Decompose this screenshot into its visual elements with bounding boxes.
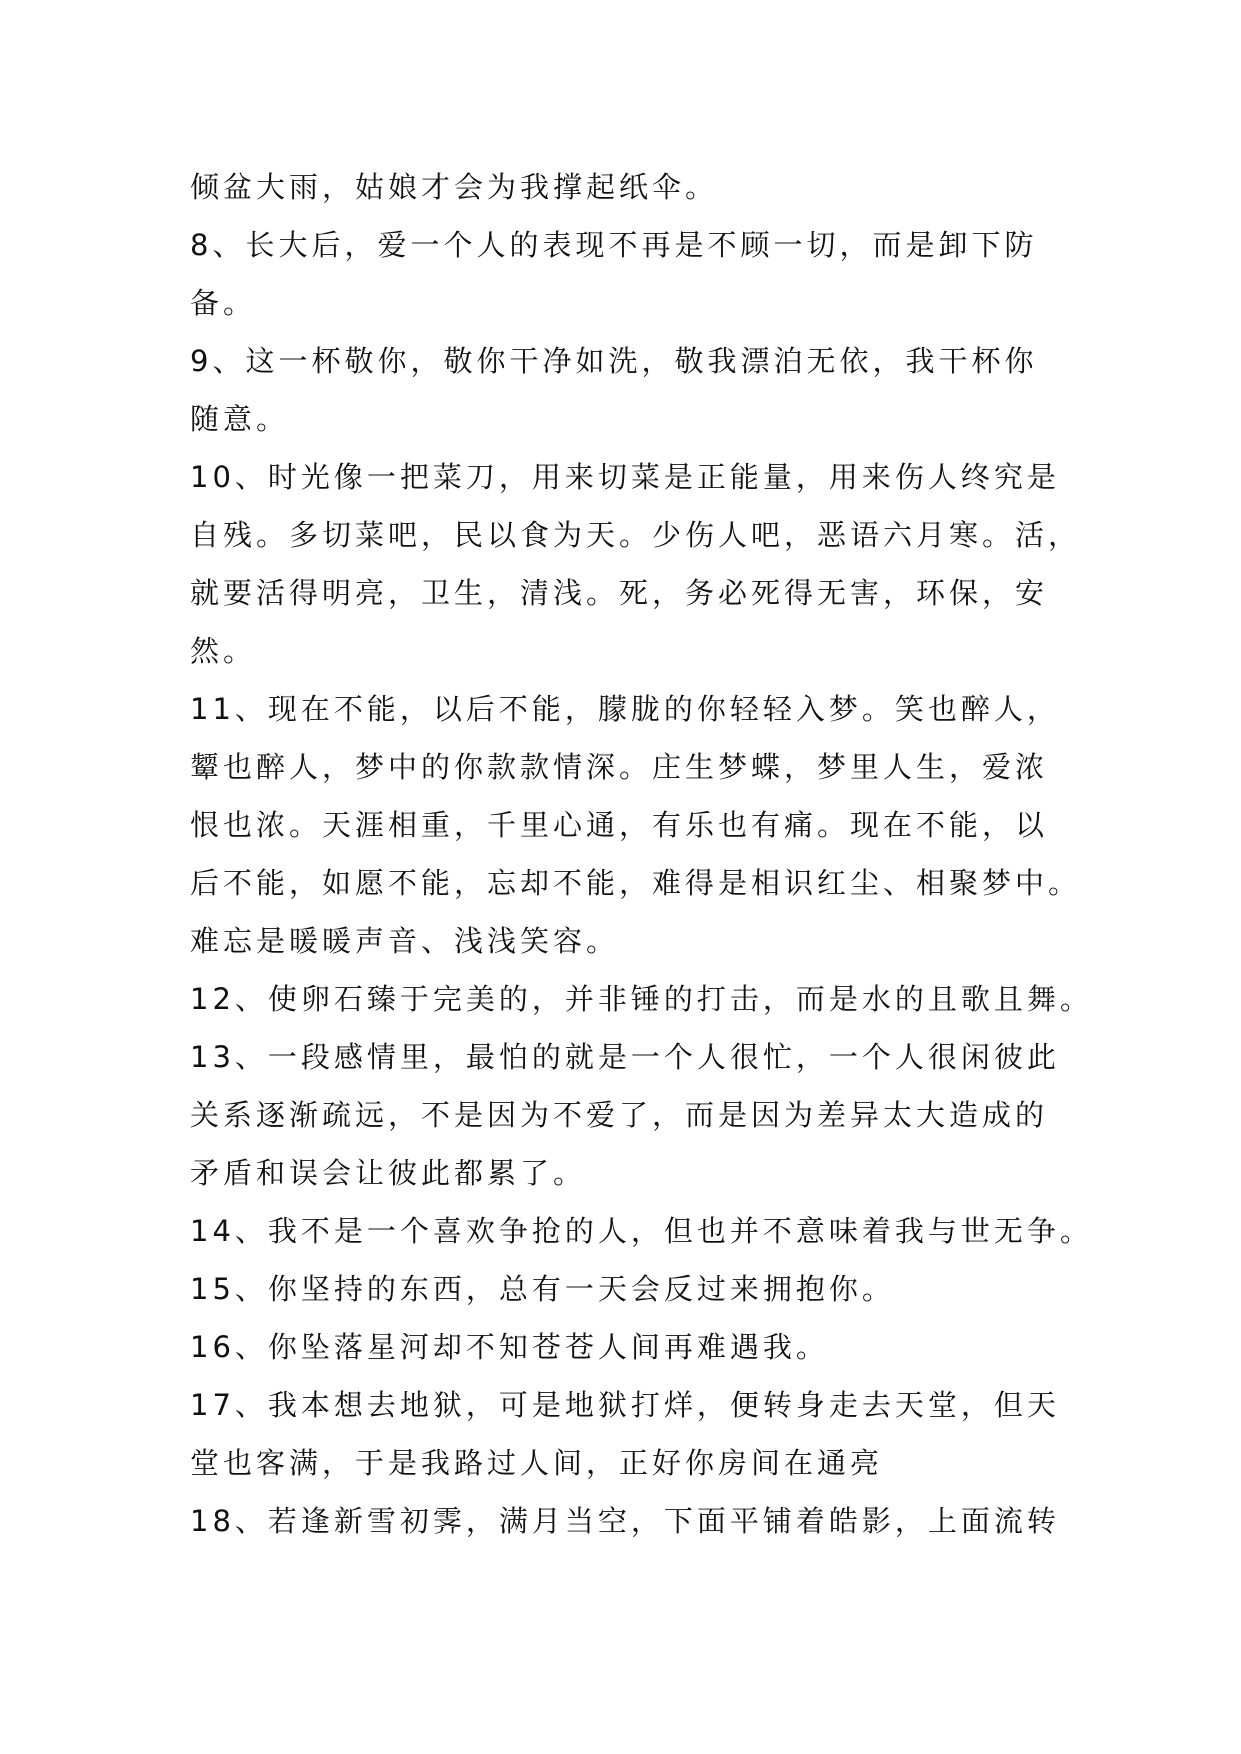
text-line: 17、我本想去地狱，可是地狱打烊，便转身走去天堂，但天 [190, 1388, 1060, 1422]
text-line: 难忘是暖暖声音、浅浅笑容。 [190, 924, 620, 958]
text-line: 然。 [190, 634, 257, 668]
text-line: 矛盾和误会让彼此都累了。 [190, 1156, 587, 1190]
text-line: 倾盆大雨，姑娘才会为我撑起纸伞。 [190, 170, 719, 204]
text-line: 自残。多切菜吧，民以食为天。少伤人吧，恶语六月寒。活， [190, 518, 1082, 552]
text-line: 13、一段感情里，最怕的就是一个人很忙，一个人很闲彼此 [190, 1040, 1060, 1074]
document-body [190, 158, 1093, 1550]
text-line: 恨也浓。天涯相重，千里心通，有乐也有痛。现在不能，以 [190, 808, 1049, 842]
text-line: 9、这一杯敬你，敬你干净如洗，敬我漂泊无依，我干杯你 [190, 344, 1038, 378]
text-line: 11、现在不能，以后不能，朦胧的你轻轻入梦。笑也醉人， [190, 692, 1060, 726]
text-line: 10、时光像一把菜刀，用来切菜是正能量，用来伤人终究是 [190, 460, 1060, 494]
text-line: 18、若逢新雪初霁，满月当空，下面平铺着皓影，上面流转 [190, 1504, 1060, 1538]
text-line: 8、长大后，爱一个人的表现不再是不顾一切，而是卸下防 [190, 228, 1038, 262]
text-line: 15、你坚持的东西，总有一天会反过来拥抱你。 [190, 1272, 895, 1306]
text-line: 14、我不是一个喜欢争抢的人，但也并不意味着我与世无争。 [190, 1214, 1093, 1248]
text-line: 颦也醉人，梦中的你款款情深。庄生梦蝶，梦里人生，爱浓 [190, 750, 1049, 784]
text-line: 堂也客满，于是我路过人间，正好你房间在通亮 [190, 1446, 884, 1480]
text-line: 关系逐渐疏远，不是因为不爱了，而是因为差异太大造成的 [190, 1098, 1049, 1132]
text-line: 后不能，如愿不能，忘却不能，难得是相识红尘、相聚梦中。 [190, 866, 1082, 900]
text-line: 备。 [190, 286, 257, 320]
text-line: 12、使卵石臻于完美的，并非锤的打击，而是水的且歌且舞。 [190, 982, 1093, 1016]
text-line: 16、你坠落星河却不知苍苍人间再难遇我。 [190, 1330, 829, 1364]
text-line: 随意。 [190, 402, 290, 436]
text-line: 就要活得明亮，卫生，清浅。死，务必死得无害，环保，安 [190, 576, 1049, 610]
